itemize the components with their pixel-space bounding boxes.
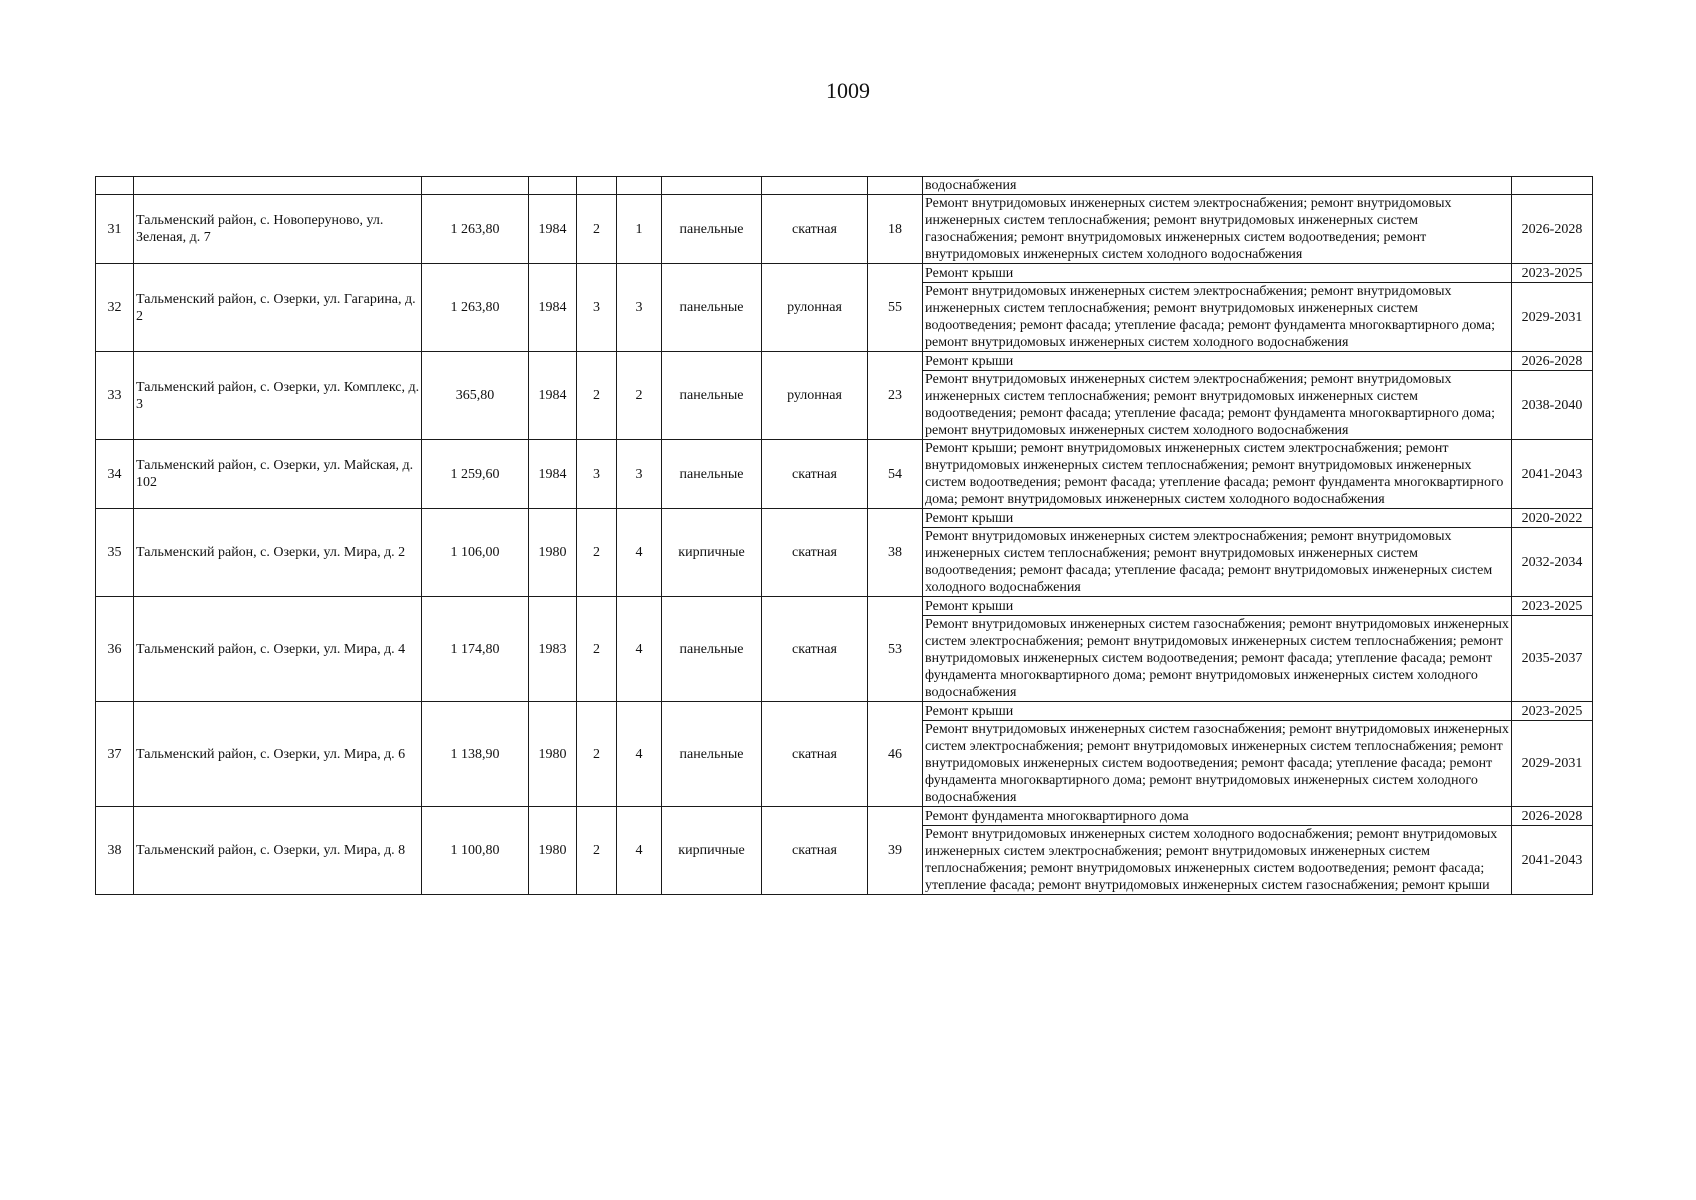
table-row	[96, 352, 1593, 371]
works-cell: Ремонт внутридомовых инженерных систем газоснабжения; ремонт внутридомовых инженерных систем электроснабжения; ремонт внутридомовых инженерных систем теплоснабжения; ремонт внутридомовых инженерных систем водоотведения; ремонт фасада; утепление фасада; ремонт фундамента многоквартирного дома; ремонт внутридомовых инженерных систем холодного водоснабжения	[923, 616, 1512, 702]
roof-type-cell: рулонная	[762, 352, 868, 440]
wear-cell: 23	[868, 352, 923, 440]
row-number-cell: 35	[96, 509, 134, 597]
wall-material-cell: панельные	[662, 440, 762, 509]
floors-cell: 2	[577, 195, 617, 264]
address-cell: Тальменский район, с. Новоперуново, ул. Зеленая, д. 7	[134, 195, 422, 264]
floors-cell: 2	[577, 509, 617, 597]
period-cell: 2032-2034	[1512, 528, 1593, 597]
period-cell: 2023-2025	[1512, 264, 1593, 283]
row-number-cell: 38	[96, 807, 134, 895]
entrances-cell: 3	[617, 264, 662, 352]
entrances-cell: 4	[617, 509, 662, 597]
row-number-cell: 34	[96, 440, 134, 509]
roof-type-cell: скатная	[762, 807, 868, 895]
entrances-cell: 1	[617, 195, 662, 264]
period-cell: 2026-2028	[1512, 807, 1593, 826]
works-cell: Ремонт фундамента многоквартирного дома	[923, 807, 1512, 826]
works-cell: Ремонт крыши	[923, 264, 1512, 283]
period-cell: 2026-2028	[1512, 195, 1593, 264]
table-row	[96, 702, 1593, 721]
works-cell: Ремонт крыши; ремонт внутридомовых инженерных систем электроснабжения; ремонт внутридомовых инженерных систем теплоснабжения; ремонт внутридомовых инженерных систем водоотведения; ремонт фасада; утепление фасада; ремонт фундамента многоквартирного дома; ремонт внутридомовых инженерных систем холодного водоснабжения	[923, 440, 1512, 509]
period-cell: 2038-2040	[1512, 371, 1593, 440]
period-cell: 2041-2043	[1512, 440, 1593, 509]
works-cell: Ремонт внутридомовых инженерных систем газоснабжения; ремонт внутридомовых инженерных систем электроснабжения; ремонт внутридомовых инженерных систем теплоснабжения; ремонт внутридомовых инженерных систем водоотведения; ремонт фасада; утепление фасада; ремонт фундамента многоквартирного дома; ремонт внутридомовых инженерных систем холодного водоснабжения	[923, 721, 1512, 807]
wear-cell: 54	[868, 440, 923, 509]
address-cell: Тальменский район, с. Озерки, ул. Мира, д. 4	[134, 597, 422, 702]
table-row	[96, 440, 1593, 509]
area-cell: 1 263,80	[422, 264, 529, 352]
period-cell: 2026-2028	[1512, 352, 1593, 371]
year-cell: 1980	[529, 509, 577, 597]
wear-cell: 18	[868, 195, 923, 264]
address-cell: Тальменский район, с. Озерки, ул. Гагарина, д. 2	[134, 264, 422, 352]
roof-type-cell: скатная	[762, 509, 868, 597]
area-cell: 365,80	[422, 352, 529, 440]
period-cell: 2023-2025	[1512, 597, 1593, 616]
area-cell: 1 259,60	[422, 440, 529, 509]
year-cell: 1983	[529, 597, 577, 702]
floors-cell: 2	[577, 352, 617, 440]
entrances-cell: 2	[617, 352, 662, 440]
roof-type-cell: скатная	[762, 195, 868, 264]
wall-material-cell: панельные	[662, 352, 762, 440]
row-number-cell: 32	[96, 264, 134, 352]
area-cell: 1 174,80	[422, 597, 529, 702]
roof-type-cell: рулонная	[762, 264, 868, 352]
wall-material-cell: панельные	[662, 264, 762, 352]
wall-material-cell: панельные	[662, 195, 762, 264]
entrances-cell: 4	[617, 702, 662, 807]
year-cell: 1984	[529, 195, 577, 264]
wear-cell: 39	[868, 807, 923, 895]
table-row	[96, 807, 1593, 826]
floors-cell: 3	[577, 440, 617, 509]
year-cell: 1980	[529, 807, 577, 895]
table-row	[96, 597, 1593, 616]
entrances-cell: 3	[617, 440, 662, 509]
wall-material-cell: панельные	[662, 597, 762, 702]
works-cell: Ремонт внутридомовых инженерных систем электроснабжения; ремонт внутридомовых инженерных систем теплоснабжения; ремонт внутридомовых инженерных систем водоотведения; ремонт фасада; утепление фасада; ремонт фундамента многоквартирного дома; ремонт внутридомовых инженерных систем холодного водоснабжения	[923, 371, 1512, 440]
table-row	[96, 264, 1593, 283]
roof-type-cell: скатная	[762, 597, 868, 702]
entrances-cell: 4	[617, 807, 662, 895]
table-row	[96, 509, 1593, 528]
floors-cell: 2	[577, 597, 617, 702]
year-cell: 1980	[529, 702, 577, 807]
period-cell: 2029-2031	[1512, 721, 1593, 807]
wall-material-cell: кирпичные	[662, 807, 762, 895]
area-cell: 1 106,00	[422, 509, 529, 597]
area-cell: 1 138,90	[422, 702, 529, 807]
wear-cell: 55	[868, 264, 923, 352]
floors-cell: 2	[577, 807, 617, 895]
wear-cell: 46	[868, 702, 923, 807]
works-cell: Ремонт внутридомовых инженерных систем электроснабжения; ремонт внутридомовых инженерных систем теплоснабжения; ремонт внутридомовых инженерных систем газоснабжения; ремонт внутридомовых инженерных систем водоотведения; ремонт внутридомовых инженерных систем холодного водоснабжения	[923, 195, 1512, 264]
roof-type-cell: скатная	[762, 440, 868, 509]
wear-cell: 53	[868, 597, 923, 702]
roof-type-cell: скатная	[762, 702, 868, 807]
area-cell: 1 263,80	[422, 195, 529, 264]
wall-material-cell: кирпичные	[662, 509, 762, 597]
period-cell: 2029-2031	[1512, 283, 1593, 352]
floors-cell: 2	[577, 702, 617, 807]
wear-cell: 38	[868, 509, 923, 597]
address-cell: Тальменский район, с. Озерки, ул. Мира, д. 8	[134, 807, 422, 895]
address-cell: Тальменский район, с. Озерки, ул. Майская, д. 102	[134, 440, 422, 509]
address-cell: Тальменский район, с. Озерки, ул. Мира, д. 2	[134, 509, 422, 597]
year-cell: 1984	[529, 264, 577, 352]
continuation-row	[96, 177, 1593, 195]
row-number-cell: 37	[96, 702, 134, 807]
row-number-cell: 33	[96, 352, 134, 440]
year-cell: 1984	[529, 352, 577, 440]
period-cell: 2035-2037	[1512, 616, 1593, 702]
address-cell: Тальменский район, с. Озерки, ул. Комплекс, д. 3	[134, 352, 422, 440]
period-cell: 2041-2043	[1512, 826, 1593, 895]
table-row	[96, 195, 1593, 264]
entrances-cell: 4	[617, 597, 662, 702]
floors-cell: 3	[577, 264, 617, 352]
works-cell: Ремонт внутридомовых инженерных систем холодного водоснабжения; ремонт внутридомовых инженерных систем электроснабжения; ремонт внутридомовых инженерных систем теплоснабжения; ремонт внутридомовых инженерных систем водоотведения; ремонт фасада; утепление фасада; ремонт внутридомовых инженерных систем газоснабжения; ремонт крыши	[923, 826, 1512, 895]
works-cell: Ремонт крыши	[923, 702, 1512, 721]
row-number-cell: 31	[96, 195, 134, 264]
wall-material-cell: панельные	[662, 702, 762, 807]
works-cell: водоснабжения	[923, 177, 1512, 195]
capital-repair-table	[95, 176, 1593, 895]
row-number-cell: 36	[96, 597, 134, 702]
area-cell: 1 100,80	[422, 807, 529, 895]
period-cell: 2023-2025	[1512, 702, 1593, 721]
works-cell: Ремонт внутридомовых инженерных систем электроснабжения; ремонт внутридомовых инженерных систем теплоснабжения; ремонт внутридомовых инженерных систем водоотведения; ремонт фасада; утепление фасада; ремонт фундамента многоквартирного дома; ремонт внутридомовых инженерных систем холодного водоснабжения	[923, 283, 1512, 352]
year-cell: 1984	[529, 440, 577, 509]
works-cell: Ремонт крыши	[923, 509, 1512, 528]
period-cell: 2020-2022	[1512, 509, 1593, 528]
address-cell: Тальменский район, с. Озерки, ул. Мира, д. 6	[134, 702, 422, 807]
works-cell: Ремонт крыши	[923, 597, 1512, 616]
works-cell: Ремонт крыши	[923, 352, 1512, 371]
page-number: 1009	[826, 78, 870, 103]
works-cell: Ремонт внутридомовых инженерных систем электроснабжения; ремонт внутридомовых инженерных систем теплоснабжения; ремонт внутридомовых инженерных систем водоотведения; ремонт фасада; утепление фасада; ремонт внутридомовых инженерных систем холодного водоснабжения	[923, 528, 1512, 597]
